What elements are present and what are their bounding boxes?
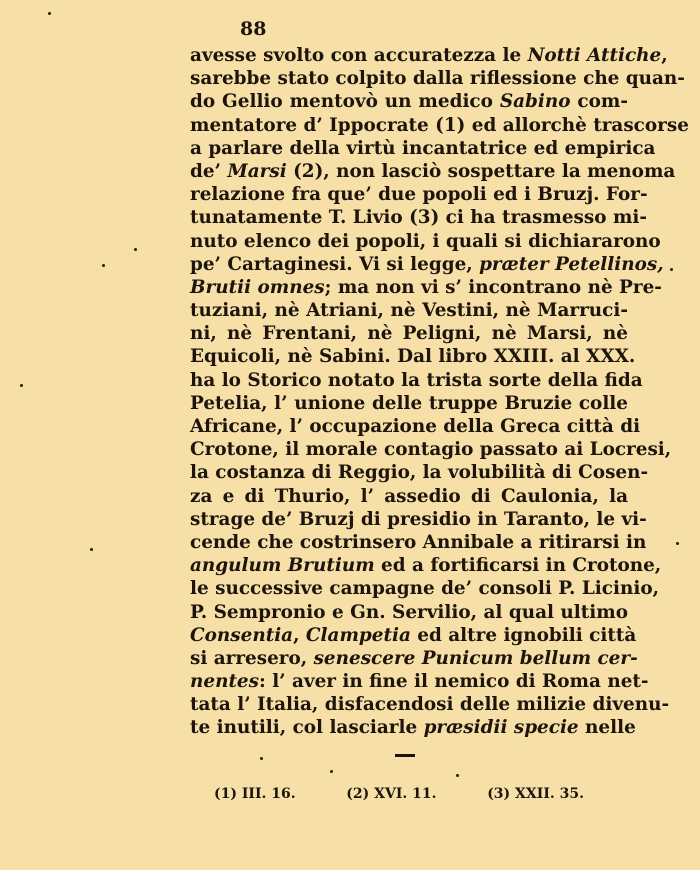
scan-speck <box>48 12 51 15</box>
text-segment: de’ <box>190 160 228 182</box>
italic-text: Consentia <box>190 624 294 646</box>
text-segment: avesse svolto con accuratezza le <box>190 45 528 66</box>
text-segment: Equicoli, nè Sabini. Dal libro XXIII. al XXX. <box>190 346 636 368</box>
scan-speck <box>456 774 459 777</box>
text-line <box>190 369 643 392</box>
text-line <box>190 253 664 276</box>
text-line <box>190 299 628 322</box>
scan-speck <box>330 770 333 773</box>
footnote-3: (3) XXII. 35. <box>487 786 584 802</box>
scan-speck <box>134 248 137 251</box>
text-line <box>190 183 648 206</box>
text-line <box>190 461 649 484</box>
text-segment: do Gellio mentovò un medico <box>190 91 500 113</box>
text-segment: Africane, l’ occupazione della Greca città di <box>190 416 641 437</box>
text-line <box>190 624 637 647</box>
footnote-2: (2) XVI. 11. <box>346 786 437 802</box>
text-line <box>190 230 661 253</box>
italic-text: senescere Punicum bellum cer- <box>313 647 638 669</box>
text-line <box>190 693 670 716</box>
scan-speck <box>260 757 263 760</box>
italic-text: præsidii specie <box>423 717 579 739</box>
text-line <box>190 554 662 577</box>
scan-speck <box>90 548 93 551</box>
italic-text: præter Petellinos, <box>479 253 664 275</box>
text-line <box>190 577 659 600</box>
text-line <box>190 44 668 67</box>
scan-speck <box>676 542 679 545</box>
footnotes <box>214 786 584 802</box>
text-segment: strage de’ Bruzj di presidio in Taranto, le vi- <box>190 508 647 530</box>
scan-speck <box>102 264 105 267</box>
text-segment: le successive campagne de’ consoli P. Licinio, <box>190 578 659 600</box>
italic-text: Sabino <box>499 91 571 113</box>
text-segment: nelle <box>578 717 636 739</box>
text-segment: (2), non lasciò sospettare la menoma <box>286 160 676 182</box>
text-line <box>190 276 662 299</box>
text-segment: , <box>661 45 668 66</box>
text-segment: pe’ Cartaginesi. Vi si legge, <box>190 253 480 275</box>
text-line <box>190 415 641 438</box>
text-segment: relazione fra que’ due popoli ed i Bruzj. For- <box>190 184 648 206</box>
text-segment: tunatamente T. Livio (3) ci ha trasmesso mi- <box>190 207 648 229</box>
text-segment: mentatore d’ Ippocrate (1) ed allorchè trascorse <box>190 114 689 136</box>
text-segment: za e di Thurio, l’ assedio di Caulonia, la <box>190 485 628 507</box>
text-line <box>190 67 685 90</box>
text-line <box>190 647 638 670</box>
text-line <box>190 508 647 531</box>
footnote-rule <box>395 754 415 757</box>
text-line <box>190 531 647 554</box>
text-segment: ni, nè Frentani, nè Peligni, nè Marsi, nè <box>190 323 628 345</box>
text-line <box>190 485 628 508</box>
text-line <box>190 322 628 345</box>
text-segment: ed a fortificarsi in Crotone, <box>374 555 662 577</box>
text-line <box>190 114 689 137</box>
text-segment: ha lo Storico notato la trista sorte della fida <box>190 369 643 391</box>
italic-text: Notti Attiche <box>527 45 662 66</box>
text-segment: te inutili, col lasciarle <box>190 717 424 739</box>
text-line <box>190 90 628 113</box>
italic-text: Brutii omnes <box>190 276 325 298</box>
text-segment: Crotone, il morale contagio passato ai Locresi, <box>190 439 672 461</box>
text-segment: ed altre ignobili città <box>410 624 637 646</box>
text-segment: sarebbe stato colpito dalla riflessione che quan- <box>190 68 685 90</box>
text-segment: si arresero, <box>190 647 314 669</box>
text-segment: P. Sempronio e Gn. Servilio, al qual ultimo <box>190 601 628 623</box>
body-text <box>190 44 689 740</box>
text-line <box>190 137 656 160</box>
text-line <box>190 670 649 693</box>
text-segment: ; ma non vi s’ incontrano nè Pre- <box>324 276 662 298</box>
italic-text: Marsi <box>227 160 287 182</box>
scan-speck <box>670 268 673 271</box>
text-segment: la costanza di Reggio, la volubilità di Cosen- <box>190 462 649 484</box>
text-segment: : l’ aver in fine il nemico di Roma net- <box>259 671 649 693</box>
text-segment: nuto elenco dei popoli, i quali si dichiararono <box>190 230 661 252</box>
text-line <box>190 392 628 415</box>
text-line <box>190 160 676 183</box>
text-segment: Petelia, l’ unione delle truppe Bruzie colle <box>190 392 628 414</box>
text-line <box>190 438 672 461</box>
page-number: 88 <box>240 18 267 40</box>
text-line <box>190 206 648 229</box>
text-segment: tata l’ Italia, disfacendosi delle milizie divenu- <box>190 694 670 716</box>
text-segment: , <box>293 624 306 646</box>
footnote-1: (1) III. 16. <box>214 786 296 802</box>
text-line <box>190 601 628 624</box>
text-line <box>190 345 636 368</box>
text-segment: com- <box>570 91 628 113</box>
italic-text: nentes <box>190 671 259 693</box>
text-segment: tuziani, nè Atriani, nè Vestini, nè Marruci- <box>190 300 628 322</box>
scan-speck <box>20 384 23 387</box>
text-line <box>190 716 636 739</box>
text-segment: a parlare della virtù incantatrice ed empirica <box>190 137 656 159</box>
text-segment: cende che costrinsero Annibale a ritirarsi in <box>190 531 647 553</box>
italic-text: Clampetia <box>305 624 411 646</box>
italic-text: angulum Brutium <box>190 555 375 577</box>
